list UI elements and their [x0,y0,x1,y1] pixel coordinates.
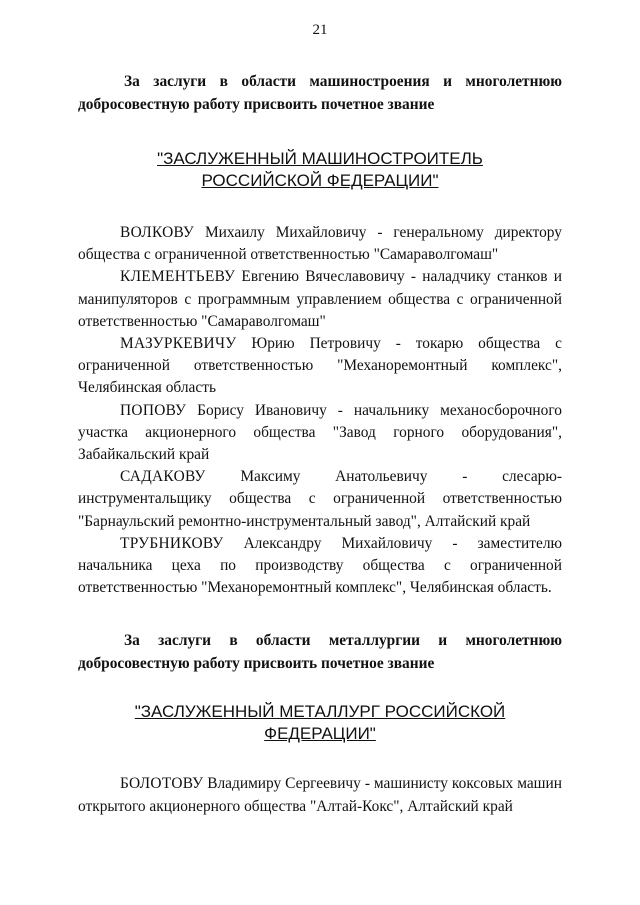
awardee-surname: САДАКОВУ [120,468,206,486]
awardee-entry [78,266,562,333]
document-body [78,70,562,818]
awardee-entry [78,400,562,467]
awardee-entry [78,773,562,817]
awardee-surname: ТРУБНИКОВУ [120,534,224,552]
awardee-surname: БОЛОТОВУ [120,775,204,793]
awardee-surname: ВОЛКОВУ [120,224,195,241]
awardee-details: Максиму Анатольевичу - слесарю-инструментальщику общества с ограниченной ответственностью "Барнаульский ремонтно-инструментальный завод", Алтайский край [78,468,562,530]
awardee-entry [78,222,562,266]
award-title-machine-builder [78,148,562,192]
awardee-entry [78,466,562,533]
awardee-details: Михаилу Михайловичу - генеральному директору общества с ограниченной ответственностью "Самараволгомаш" [78,224,562,264]
awardee-details: Юрию Петровичу - токарю общества с ограниченной ответственностью "Механоремонтный комплекс", Челябинская область [78,335,562,397]
award-title-metallurgist [78,701,562,745]
decree-text-machine-building: За заслуги в области машиностроения и многолетнюю добросовестную работу присвоить почетное звание [78,73,562,113]
award-title-line-2: РОССИЙСКОЙ ФЕДЕРАЦИИ" [201,171,439,190]
awardee-surname: ПОПОВУ [120,401,187,419]
award-title-line-1: "ЗАСЛУЖЕННЫЙ МЕТАЛЛУРГ РОССИЙСКОЙ ФЕДЕРАЦИИ" [134,702,506,744]
awardee-details: Евгению Вячеславовичу - наладчику станков и манипуляторов с программным управлением общества с ограниченной ответственностью "Самараволгомаш" [78,268,562,330]
awardee-details: Владимиру Сергеевичу - машинисту коксовых машин открытого акционерного общества "Алтай-Кокс", Алтайский край [78,775,562,815]
award-title-line-1: "ЗАСЛУЖЕННЫЙ МАШИНОСТРОИТЕЛЬ [157,149,483,168]
page-number: 21 [312,22,328,38]
awardee-entry [78,533,562,600]
awardee-surname: КЛЕМЕНТЬЕВУ [120,268,236,286]
awardee-entry [78,333,562,400]
awardee-details: Борису Ивановичу - начальнику механосборочного участка акционерного общества "Завод горного оборудования", Забайкальский край [78,401,562,464]
awardee-details: Александру Михайловичу - заместителю начальника цеха по производству общества с ограниченной ответственностью "Механоремонтный комплекс", Челябинская область. [78,534,562,597]
decree-text-metallurgy: За заслуги в области металлургии и многолетнюю добросовестную работу присвоить почетное звание [78,632,562,673]
awardee-surname: МАЗУРКЕВИЧУ [120,335,237,353]
